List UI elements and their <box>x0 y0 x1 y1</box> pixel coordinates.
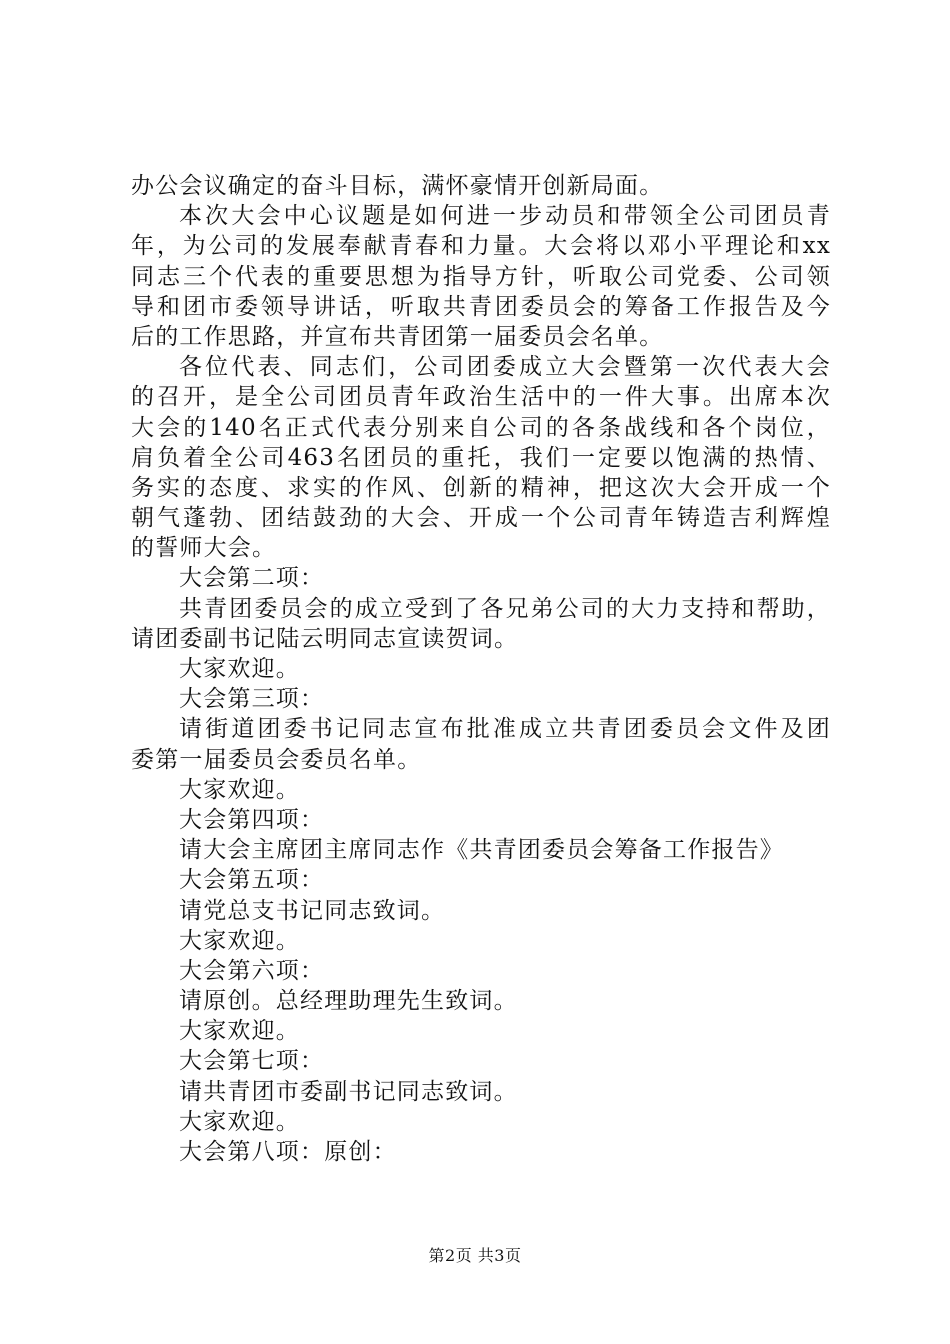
text-line: 大会的140名正式代表分别来自公司的各条战线和各个岗位， <box>131 414 831 441</box>
text-line: 肩负着全公司463名团员的重托，我们一定要以饱满的热情、 <box>131 444 831 471</box>
text-line: 请共青团市委副书记同志致词。 <box>179 1078 518 1105</box>
text-line: 年，为公司的发展奉献青春和力量。大会将以邓小平理论和xx <box>131 233 831 260</box>
text-line: 大会第五项： <box>179 867 325 894</box>
text-line: 委第一届委员会委员名单。 <box>131 746 422 773</box>
text-line: 大会第七项： <box>179 1048 325 1075</box>
text-line: 的召开，是全公司团员青年政治生活中的一件大事。出席本次 <box>131 384 831 411</box>
text-line: 大家欢迎。 <box>179 1018 300 1045</box>
text-line: 请原创。总经理助理先生致词。 <box>179 988 518 1015</box>
text-line: 请大会主席团主席同志作《共青团委员会筹备工作报告》 <box>179 837 784 864</box>
text-line: 大家欢迎。 <box>179 656 300 682</box>
text-line: 后的工作思路，并宣布共青团第一届委员会名单。 <box>131 323 664 350</box>
text-line: 朝气蓬勃、团结鼓劲的大会、开成一个公司青年铸造吉利辉煌 <box>131 505 831 532</box>
text-line: 大会第八项：原创： <box>179 1139 397 1165</box>
text-line: 办公会议确定的奋斗目标，满怀豪情开创新局面。 <box>131 173 664 199</box>
text-line: 务实的态度、求实的作风、创新的精神，把这次大会开成一个 <box>131 474 831 501</box>
text-line: 大家欢迎。 <box>179 927 300 954</box>
text-line: 请团委副书记陆云明同志宣读贺词。 <box>131 625 519 652</box>
text-line: 的誓师大会。 <box>131 535 277 562</box>
text-line: 本次大会中心议题是如何进一步动员和带领全公司团员青 <box>179 203 831 230</box>
document-body <box>131 171 831 1167</box>
text-line: 各位代表、同志们，公司团委成立大会暨第一次代表大会 <box>179 354 831 381</box>
text-line: 大会第二项： <box>179 565 325 592</box>
text-line: 大会第四项： <box>179 806 325 833</box>
text-line: 导和团市委领导讲话，听取共青团委员会的筹备工作报告及今 <box>131 293 831 320</box>
text-line: 请街道团委书记同志宣布批准成立共青团委员会文件及团 <box>179 716 831 743</box>
text-line: 共青团委员会的成立受到了各兄弟公司的大力支持和帮助， <box>179 595 831 622</box>
text-line: 大会第六项： <box>179 957 325 984</box>
text-line: 请党总支书记同志致词。 <box>179 897 446 924</box>
text-line: 大家欢迎。 <box>179 1108 300 1135</box>
text-line: 同志三个代表的重要思想为指导方针，听取公司党委、公司领 <box>131 263 831 290</box>
page-footer: 第2页 共3页 <box>428 1246 522 1265</box>
text-line: 大家欢迎。 <box>179 776 300 803</box>
text-line: 大会第三项： <box>179 686 325 713</box>
